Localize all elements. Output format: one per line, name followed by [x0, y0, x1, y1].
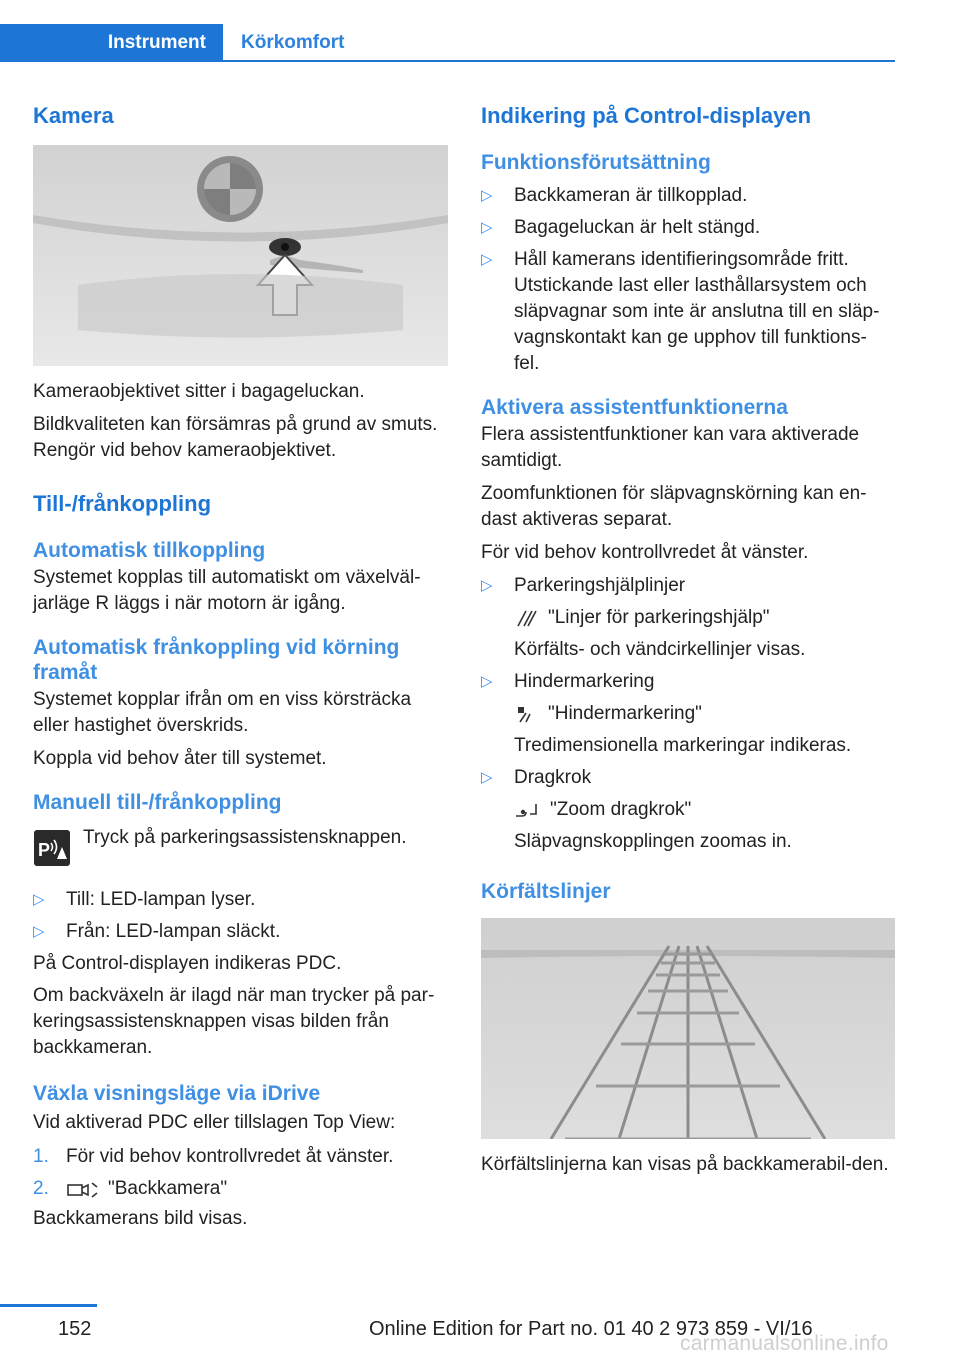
list-item-text: Håll kamerans identifieringsområde fritt. Utstickande last eller lasthållarsystem och släpvagnar som inte är anslutna till en släp-vagnskontakt kan ge upphov till funktions-fel. [514, 249, 880, 374]
step-number: 2. [33, 1178, 49, 1199]
camera-paragraph-2: Bildkvaliteten kan försämras på grund av smuts. Rengör vid behov kameraobjektivet. [33, 414, 438, 461]
watermark: carmanualsonline.info [680, 1332, 889, 1355]
triangle-bullet-icon: ▷ [481, 769, 493, 786]
activate-paragraph-2: Zoomfunktionen för släpvagnskörning kan en-dast aktiveras separat. [481, 483, 867, 530]
view-text: Vid aktiverad PDC eller tillslagen Top View: [33, 1112, 396, 1133]
auto-off-text: Systemet kopplar ifrån om en viss körsträcka eller hastighet överskrids. [33, 689, 412, 736]
camera-paragraph-1: Kameraobjektivet sitter i bagageluckan. [33, 381, 365, 402]
manual-row [33, 825, 448, 869]
activate-heading: Aktivera assistentfunktionerna [481, 396, 788, 419]
parking-lines-icon [514, 608, 540, 628]
auto-on-text: Systemet kopplas till automatiskt om växelväl-jarläge R läggs i när motorn är igång. [33, 567, 421, 614]
page-number: 152 [58, 1318, 92, 1340]
list-item [33, 1176, 448, 1202]
triangle-bullet-icon: ▷ [481, 251, 493, 268]
parking-assist-button-icon [33, 829, 71, 867]
step-text: För vid behov kontrollvredet åt vänster. [66, 1146, 394, 1167]
requirements-list [481, 183, 895, 377]
tow-hitch-icon [514, 800, 542, 820]
right-column [481, 98, 895, 1178]
triangle-bullet-icon: ▷ [481, 577, 493, 594]
rear-camera-icon [66, 1179, 100, 1199]
function-result: Körfälts- och vändcirkellinjer visas. [514, 639, 806, 660]
requirements-heading: Funktionsförutsättning [481, 151, 711, 174]
tab-korkomfort[interactable]: Körkomfort [241, 32, 345, 53]
manual-text: Tryck på parkeringsassistensknappen. [83, 827, 407, 848]
camera-photo [33, 145, 448, 366]
list-item [33, 1144, 448, 1170]
camera-heading: Kamera [33, 103, 114, 128]
triangle-bullet-icon: ▷ [481, 673, 493, 690]
tab-instrument[interactable]: Instrument [0, 24, 223, 62]
list-item [33, 919, 448, 945]
lanes-text: Körfältslinjerna kan visas på backkamerabil-den. [481, 1154, 889, 1175]
auto-off-text-2: Koppla vid behov åter till systemet. [33, 748, 327, 769]
function-menu: "Zoom dragkrok" [550, 799, 692, 820]
list-item-text: Från: LED-lampan släckt. [66, 921, 281, 942]
function-label: Parkeringshjälplinjer [514, 575, 686, 596]
edition-text: Online Edition for Part no. 01 40 2 973 859 - VI/16 [369, 1318, 813, 1340]
header-rule [223, 60, 895, 62]
pdc-text: På Control-displayen indikeras PDC. [33, 953, 342, 974]
function-menu: "Linjer för parkeringshjälp" [548, 607, 770, 628]
list-item [33, 887, 448, 913]
list-item [481, 765, 895, 855]
activate-paragraph-1: Flera assistentfunktioner kan vara aktiverade samtidigt. [481, 424, 860, 471]
activate-paragraph-3: För vid behov kontrollvredet åt vänster. [481, 542, 809, 563]
switch-heading: Till-/frånkoppling [33, 491, 212, 516]
step-text: "Backkamera" [108, 1178, 228, 1199]
auto-off-heading: Automatisk frånkoppling vid körning framåt [33, 636, 400, 684]
list-item [481, 215, 895, 241]
list-item [481, 183, 895, 209]
view-result: Backkamerans bild visas. [33, 1208, 248, 1229]
list-item-text: Bagageluckan är helt stängd. [514, 217, 761, 238]
view-heading: Växla visningsläge via iDrive [33, 1082, 321, 1105]
list-item [481, 669, 895, 759]
obstacle-marking-icon [514, 704, 540, 724]
display-heading: Indikering på Control-displayen [481, 103, 812, 128]
header-tabs [0, 0, 960, 62]
list-item-text: Backkameran är tillkopplad. [514, 185, 748, 206]
left-column [33, 98, 448, 1232]
reverse-text: Om backväxeln är ilagd när man trycker på par-keringsassistensknappen visas bilden från backkameran. [33, 985, 435, 1058]
lane-lines-photo [481, 918, 895, 1139]
view-steps [33, 1144, 448, 1202]
list-item [481, 247, 895, 377]
function-result: Släpvagnskopplingen zoomas in. [514, 831, 792, 852]
list-item-text: Till: LED-lampan lyser. [66, 889, 256, 910]
function-menu: "Hindermarkering" [548, 703, 702, 724]
manual-list [33, 887, 448, 945]
triangle-bullet-icon: ▷ [33, 891, 45, 908]
manual-heading: Manuell till-/frånkoppling [33, 791, 282, 814]
lanes-heading: Körfältslinjer [481, 880, 611, 903]
step-number: 1. [33, 1146, 49, 1167]
function-label: Hindermarkering [514, 671, 655, 692]
list-item [481, 573, 895, 663]
functions-list [481, 573, 895, 855]
triangle-bullet-icon: ▷ [481, 219, 493, 236]
footer-rule [0, 1304, 97, 1307]
svg-text:P: P [38, 840, 51, 860]
auto-on-heading: Automatisk tillkoppling [33, 539, 266, 562]
function-result: Tredimensionella markeringar indikeras. [514, 735, 852, 756]
triangle-bullet-icon: ▷ [481, 187, 493, 204]
function-label: Dragkrok [514, 767, 592, 788]
triangle-bullet-icon: ▷ [33, 923, 45, 940]
